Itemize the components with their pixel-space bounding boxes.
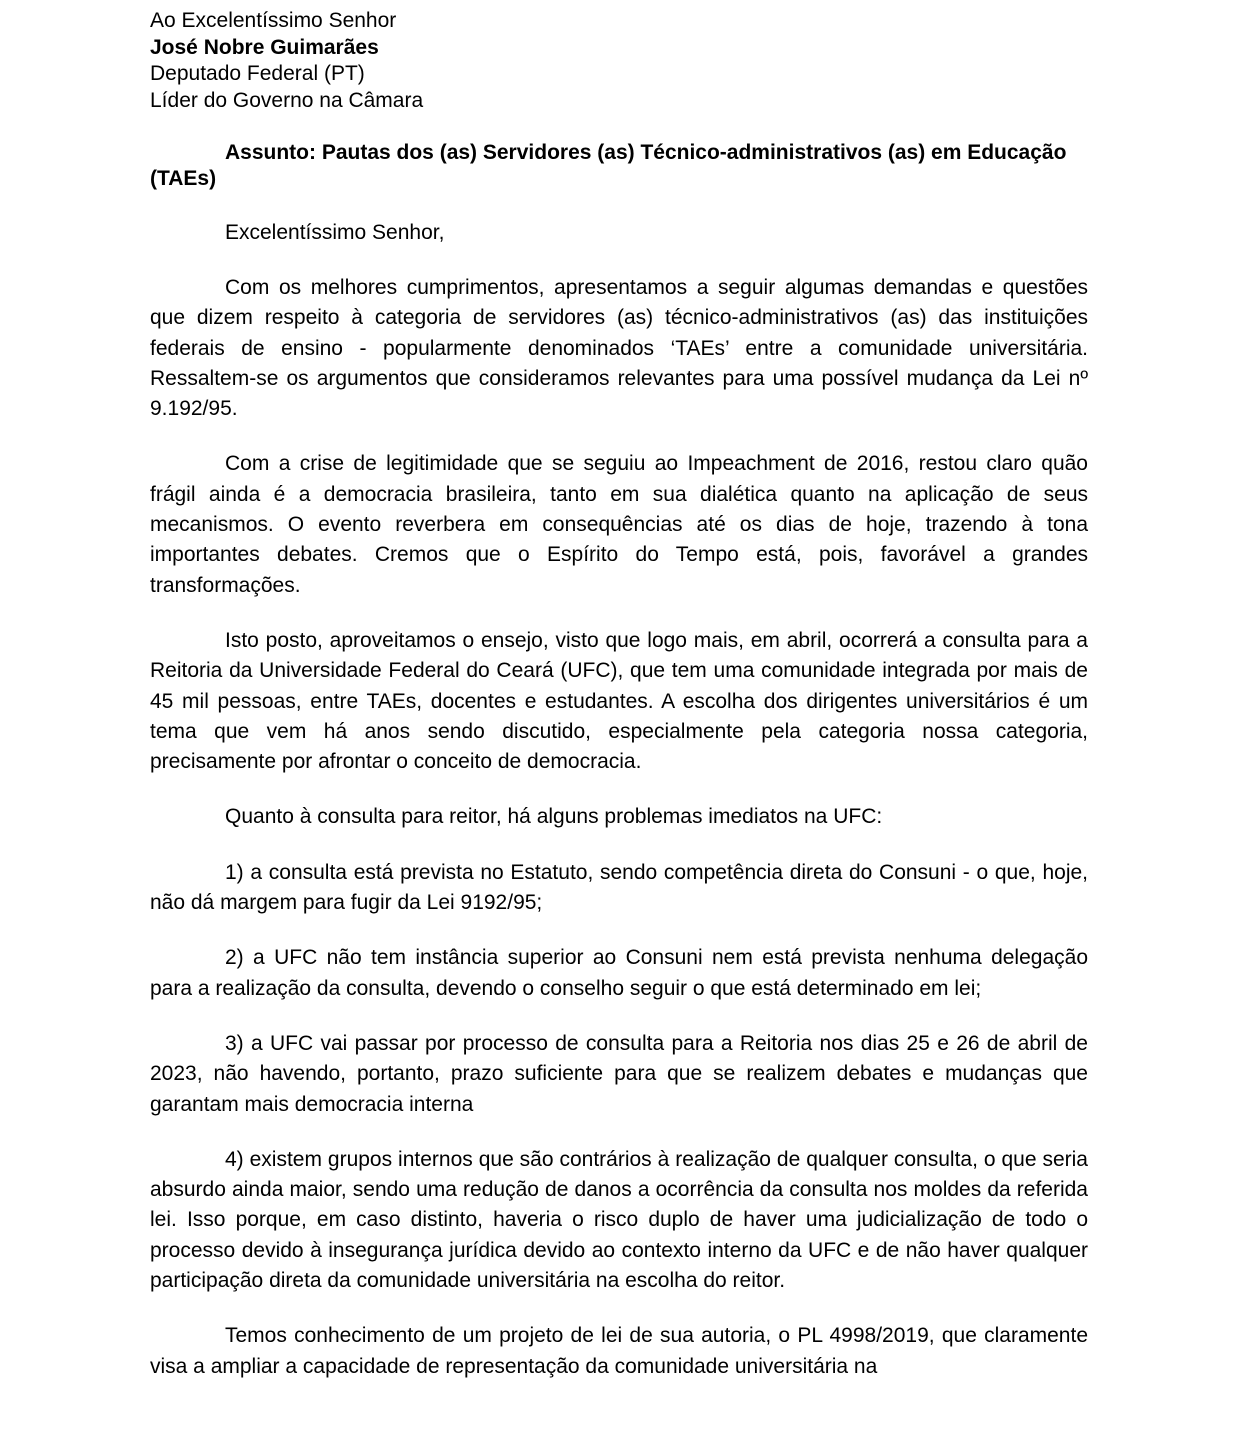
recipient-position: Líder do Governo na Câmara	[150, 88, 424, 112]
paragraph-intro: Com os melhores cumprimentos, apresentamos a seguir algumas demandas e questões que dizem respeito à categoria de servidores (as) técnico-administrativos (as) das instituições federais de ensino - popularmente denominados ‘TAEs’ entre a comunidade universitária. Ressaltem-se os argumentos que consideramos relevantes para uma possível mudança da Lei nº 9.192/95.	[150, 276, 1088, 421]
list-item-2: 2) a UFC não tem instância superior ao Consuni nem está prevista nenhuma delegação para a realização da consulta, devendo o conselho seguir o que está determinado em lei;	[150, 946, 1088, 1000]
paragraph-projeto-lei: Temos conhecimento de um projeto de lei de sua autoria, o PL 4998/2019, que claramente visa a ampliar a capacidade de representação da comunidade universitária na	[150, 1324, 1088, 1378]
recipient-role: Deputado Federal (PT)	[150, 62, 365, 85]
list-item-4: 4) existem grupos internos que são contrários à realização de qualquer consulta, o que seria absurdo ainda maior, sendo uma redução de danos a ocorrência da consulta nos moldes da referida lei. Isso porque, em caso distinto, haveria o risco duplo de haver uma judicialização de todo o processo devido à insegurança jurídica devido ao contexto interno da UFC e de não haver qualquer participação direta da comunidade universitária na escolha do reitor.	[150, 1147, 1088, 1293]
paragraph-impeachment: Com a crise de legitimidade que se seguiu ao Impeachment de 2016, restou claro quão frágil ainda é a democracia brasileira, tanto em sua dialética quanto na aplicação de seus mecanismos. O evento reverbera em consequências até os dias de hoje, trazendo à tona importantes debates. Cremos que o Espírito do Tempo está, pois, favorável a grandes transformações.	[150, 452, 1088, 597]
letter-page	[150, 8, 1088, 1382]
paragraph-problemas: Quanto à consulta para reitor, há alguns problemas imediatos na UFC:	[225, 805, 883, 829]
list-item-1: 1) a consulta está prevista no Estatuto, sendo competência direta do Consuni - o que, hoje, não dá margem para fugir da Lei 9192/95;	[150, 860, 1088, 915]
address-block	[150, 8, 1088, 114]
address-salutation: Ao Excelentíssimo Senhor	[150, 9, 397, 32]
letter-subject: Assunto: Pautas dos (as) Servidores (as) Técnico-administrativos (as) em Educação (TAEs)	[150, 141, 1067, 190]
letter-greeting: Excelentíssimo Senhor,	[225, 221, 445, 244]
paragraph-consulta-reitoria: Isto posto, aproveitamos o ensejo, visto que logo mais, em abril, ocorrerá a consulta para a Reitoria da Universidade Federal do Ceará (UFC), que tem uma comunidade integrada por mais de 45 mil pessoas, entre TAEs, docentes e estudantes. A escolha dos dirigentes universitários é um tema que vem há anos sendo discutido, especialmente pela categoria nossa categoria, precisamente por afrontar o conceito de democracia.	[150, 628, 1088, 774]
recipient-name: José Nobre Guimarães	[150, 35, 379, 59]
list-item-3: 3) a UFC vai passar por processo de consulta para a Reitoria nos dias 25 e 26 de abril de 2023, não havendo, portanto, prazo suficiente para que se realizem debates e mudanças que garantam mais democracia interna	[150, 1031, 1088, 1116]
